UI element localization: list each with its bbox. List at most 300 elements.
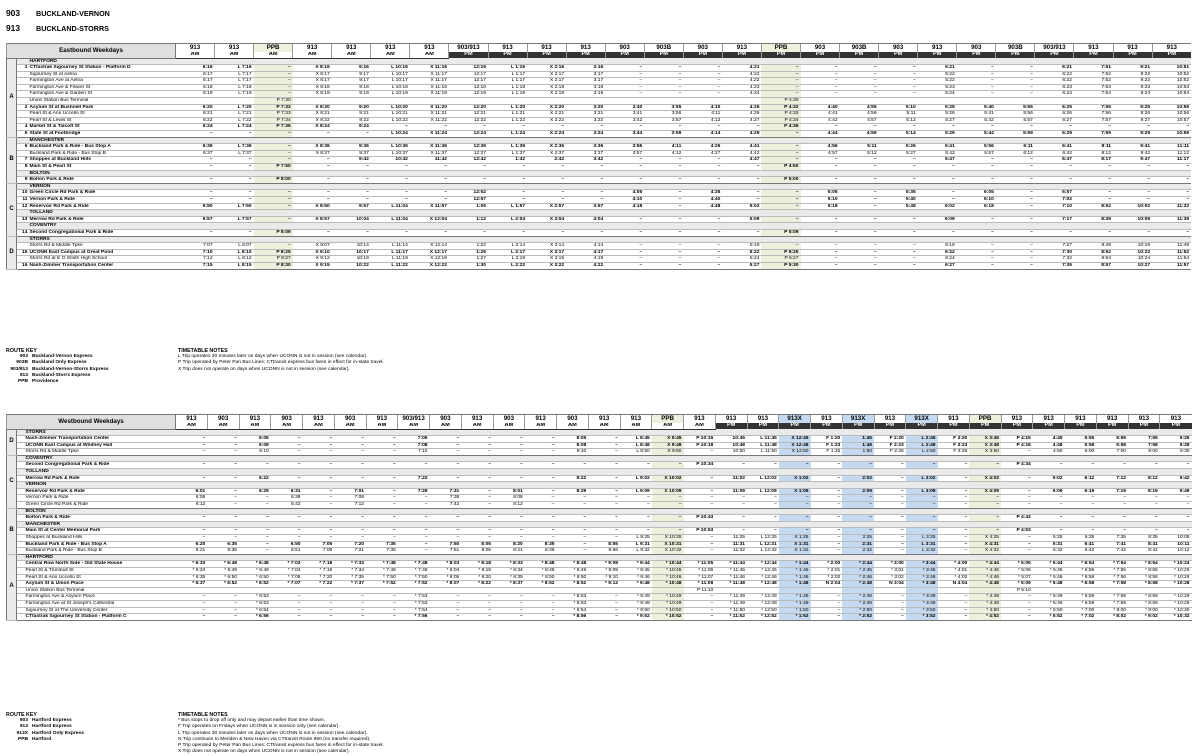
time-cell: P 5:27 [761,256,800,263]
time-cell [605,183,644,190]
time-cell: N 3:04 [874,581,906,588]
time-cell: – [715,515,747,522]
time-cell [996,58,1035,65]
route-column-header: 913 [461,415,493,423]
time-cell [334,587,366,594]
time-cell [207,469,239,476]
time-cell: * 3:46 [906,574,938,581]
time-cell [747,508,779,515]
time-cell: 5:11 [879,111,918,118]
time-cell: – [1035,164,1074,171]
time-cell: 1:30 [449,262,488,269]
time-cell: 9:24 [332,124,371,131]
time-cell: – [176,196,215,203]
time-cell: – [683,262,722,269]
time-cell: – [215,190,254,197]
time-cell [801,223,840,230]
time-cell [722,98,761,105]
time-cell: – [366,607,398,614]
time-cell: – [449,164,488,171]
time-cell: – [879,71,918,78]
time-cell: 7:10 [1035,203,1074,210]
stop-number [17,561,25,568]
time-cell [605,137,644,144]
time-cell: 7:12 [1096,475,1128,482]
time-cell: – [332,196,371,203]
time-cell: 4:25 [722,104,761,111]
time-cell: – [644,256,683,263]
time-cell: 11:39 [1152,216,1191,223]
timetable-note: X Trip does not operate on days when UCONN is not in session (see calendar). [178,749,350,755]
time-cell [1074,58,1113,65]
time-cell: 6:22 [239,475,271,482]
time-cell: – [207,502,239,509]
time-cell: – [969,502,1001,509]
time-cell: X 3:04 [527,216,566,223]
stop-number [17,495,25,502]
time-cell [1033,482,1065,489]
time-cell: 5:55 [996,104,1035,111]
time-cell: – [811,528,843,535]
time-cell: F 1:23 [811,442,843,449]
stop-row [7,150,1192,157]
time-cell: 8:19 [1128,488,1160,495]
time-cell [779,469,811,476]
time-cell: * 7:54 [398,607,430,614]
time-cell: 11:32 [715,548,747,555]
stop-number [17,535,25,542]
time-cell [371,170,410,177]
time-cell: – [801,249,840,256]
time-cell: 12:52 [449,190,488,197]
time-cell: * 2:46 [842,574,874,581]
time-cell: – [874,607,906,614]
time-cell [557,455,589,462]
time-cell: 6:18 [957,203,996,210]
stop-name: Main St at Center Memorial Park [25,528,176,535]
route-column-header: 913 [239,415,271,423]
time-cell: – [1128,495,1160,502]
time-cell: 2:32 [842,548,874,555]
time-cell [842,508,874,515]
time-cell: – [969,462,1001,469]
time-cell: 5:10 [801,196,840,203]
time-cell: – [605,229,644,236]
time-cell: 2:42 [527,157,566,164]
time-cell [683,236,722,243]
time-cell: P 8:00 [254,177,293,184]
time-cell: L 1:36 [488,144,527,151]
time-cell: * 5:46 [1033,574,1065,581]
time-cell: * 6:48 [207,561,239,568]
stop-name: Union Station Bus Terminal [29,98,176,105]
time-cell [918,98,957,105]
time-cell: L 2:48 [906,442,938,449]
time-cell [1035,58,1074,65]
time-cell: – [957,164,996,171]
time-cell: – [996,91,1035,98]
route-column-header: 913 [1160,415,1192,423]
route-column-header: 913 [176,415,208,423]
time-cell: 5:55 [1065,436,1097,443]
stop-row [7,104,1192,111]
time-cell: 6:25 [1035,104,1074,111]
time-cell: – [215,157,254,164]
time-cell [303,521,335,528]
time-cell: * 5:44 [1033,561,1065,568]
time-cell: * 11:50 [715,607,747,614]
am-pm-label: PM [906,423,938,430]
time-cell [1033,554,1065,561]
time-cell [761,223,800,230]
time-cell: – [239,528,271,535]
time-cell [996,137,1035,144]
time-cell [779,554,811,561]
time-cell [957,236,996,243]
time-cell: * 8:35 [493,574,525,581]
time-cell [176,210,215,217]
time-cell [957,137,996,144]
town-name: VERNON [25,482,176,489]
time-cell: – [176,436,208,443]
stop-name: Vernon Park & Ride [25,495,176,502]
time-cell: – [303,607,335,614]
time-cell: 4:41 [722,144,761,151]
time-cell: – [811,535,843,542]
time-cell: – [715,462,747,469]
time-cell: – [840,84,879,91]
stop-name: Second Congregational Park & Ride [25,462,176,469]
time-cell: * 8:07 [430,581,462,588]
time-cell: – [588,475,620,482]
time-cell: * 7:20 [303,574,335,581]
time-cell: – [207,442,239,449]
time-cell: – [398,515,430,522]
time-cell: – [398,548,430,555]
time-cell: – [801,229,840,236]
town-section-row [7,482,1192,489]
time-cell: * 7:56 [398,614,430,621]
time-cell: * 6:58 [1065,581,1097,588]
time-cell [588,554,620,561]
time-cell: – [684,475,716,482]
time-cell: – [239,502,271,509]
time-cell: * 3:49 [906,594,938,601]
stop-row [7,449,1192,456]
time-cell: – [398,541,430,548]
time-cell [722,236,761,243]
time-cell: * 12:48 [747,581,779,588]
time-cell: – [461,475,493,482]
time-cell: 3:17 [566,78,605,85]
time-cell: – [525,488,557,495]
time-cell: – [461,594,493,601]
time-cell: – [840,78,879,85]
time-cell: X 8:18 [293,84,332,91]
time-cell: – [996,243,1035,250]
time-cell [683,170,722,177]
time-cell: 9:26 [1113,111,1152,118]
time-cell: * 7:04 [271,567,303,574]
time-cell: 9:22 [332,117,371,124]
time-cell: X 4:32 [969,548,1001,555]
time-cell: – [761,150,800,157]
time-cell [176,521,208,528]
time-cell: * 3:01 [874,567,906,574]
time-cell [488,98,527,105]
time-cell: – [293,190,332,197]
time-cell: – [801,65,840,72]
route-column-header: 913 [811,415,843,423]
time-cell: * 6:49 [239,567,271,574]
time-cell: 6:22 [176,117,215,124]
time-cell: F 1:20 [811,436,843,443]
time-cell [525,429,557,436]
stop-number [17,462,25,469]
stop-name: Sigourney St at The University Center [25,607,176,614]
time-cell [605,223,644,230]
time-cell: X 12:50 [779,449,811,456]
time-cell [957,170,996,177]
time-cell [176,137,215,144]
stop-name: Reservoir Rd Park & Ride [25,488,176,495]
time-cell: 3:57 [644,117,683,124]
time-cell: – [644,190,683,197]
eastbound-timetable [6,43,1191,270]
time-cell [1152,223,1191,230]
time-cell [207,482,239,489]
town-section-row [7,455,1192,462]
route-column-header: 903 [271,415,303,423]
time-cell: – [684,502,716,509]
time-cell: – [588,535,620,542]
time-cell [938,455,970,462]
time-cell: 12:37 [449,150,488,157]
time-cell [525,587,557,594]
time-cell: – [801,71,840,78]
time-cell: 9:18 [332,84,371,91]
stop-number: 10 [17,190,29,197]
time-cell: X 3:14 [527,243,566,250]
time-cell: – [176,535,208,542]
time-cell: 5:24 [722,256,761,263]
time-cell: 4:14 [566,243,605,250]
time-cell: – [493,442,525,449]
am-pm-label: AM [207,423,239,430]
time-cell [557,521,589,528]
am-pm-label: AM [176,423,208,430]
time-cell [620,554,652,561]
stop-name: Asylum St at Bushnell Park [29,104,176,111]
route-column-header: PPB [969,415,1001,423]
time-cell [239,429,271,436]
time-cell: 4:17 [566,249,605,256]
time-cell: X 1:31 [779,541,811,548]
time-cell: – [996,78,1035,85]
time-cell [334,482,366,489]
time-cell [747,587,779,594]
time-cell [1074,98,1113,105]
time-cell [271,455,303,462]
stop-number [17,71,29,78]
time-cell [398,482,430,489]
time-cell: – [1001,488,1033,495]
time-cell: 4:26 [683,144,722,151]
time-cell: 9:47 [1113,157,1152,164]
stop-name: Market St & Talcott St [29,124,176,131]
time-cell: – [254,157,293,164]
time-cell [779,455,811,462]
stop-number [17,581,25,588]
time-cell: – [332,229,371,236]
time-cell: * 1:52 [779,614,811,621]
route-column-header: 913 [488,44,527,52]
time-cell [366,554,398,561]
stop-number [17,455,25,462]
time-cell: L 8:15 [215,262,254,269]
time-cell [1035,137,1074,144]
time-cell [715,429,747,436]
time-cell [605,58,644,65]
time-cell: X 11:21 [410,111,449,118]
time-cell: 10:56 [1152,111,1191,118]
route-name: BUCKLAND-STORRS [36,24,109,33]
time-cell: – [588,436,620,443]
stop-name: Asylum St & Union Place [25,581,176,588]
time-cell: 6:42 [1065,548,1097,555]
time-cell: 6:08 [239,442,271,449]
time-cell: – [918,190,957,197]
time-cell: – [761,216,800,223]
time-cell: – [271,528,303,535]
time-cell [801,58,840,65]
time-cell [488,236,527,243]
time-cell: – [430,515,462,522]
time-cell: 4:05 [605,190,644,197]
time-cell [493,521,525,528]
time-cell: * 9:09 [588,567,620,574]
time-cell [1096,469,1128,476]
time-cell [254,236,293,243]
time-cell [176,508,208,515]
time-cell: 7:35 [1096,535,1128,542]
time-cell: 10:09 [1113,216,1152,223]
time-cell [461,554,493,561]
stop-number [17,554,25,561]
time-cell: 6:08 [176,495,208,502]
time-cell [761,170,800,177]
time-cell: 7:53 [1074,84,1113,91]
time-cell [644,236,683,243]
time-cell: L 1:24 [488,131,527,138]
am-pm-label: PM [918,52,957,59]
westbound-route-key [6,712,84,743]
time-cell [938,429,970,436]
route-column-header: 913 [293,44,332,52]
time-cell [207,521,239,528]
stop-name: Bolton Park & Ride [29,177,176,184]
time-cell: 5:42 [957,117,996,124]
time-cell: – [683,229,722,236]
timetable-notes-title: TIMETABLE NOTES [178,712,228,718]
time-cell [525,521,557,528]
time-cell: – [761,196,800,203]
time-cell [1033,508,1065,515]
time-cell: – [493,528,525,535]
time-cell [811,587,843,594]
stop-number [17,150,29,157]
time-cell: – [683,157,722,164]
time-cell: – [722,229,761,236]
time-cell: – [588,600,620,607]
time-cell: L 3:25 [906,535,938,542]
time-cell: – [366,436,398,443]
time-cell [488,137,527,144]
stop-number [17,607,25,614]
time-cell [605,170,644,177]
time-cell: N 2:04 [811,581,843,588]
time-cell [761,210,800,217]
time-cell: * 7:35 [334,574,366,581]
time-cell: * 8:55 [1128,567,1160,574]
time-cell: X 11:24 [410,131,449,138]
time-cell: 5:56 [957,144,996,151]
time-cell [271,554,303,561]
am-pm-label: AM [254,52,293,59]
time-cell: – [271,442,303,449]
time-cell: 8:12 [1128,475,1160,482]
time-cell [761,58,800,65]
time-cell: – [644,91,683,98]
time-cell [969,521,1001,528]
time-cell [488,58,527,65]
time-cell [449,58,488,65]
time-cell [684,554,716,561]
time-cell: – [683,65,722,72]
time-cell: – [879,229,918,236]
time-cell: – [779,515,811,522]
time-cell: – [254,91,293,98]
stop-name: Farmington Ave & Flower St [29,84,176,91]
time-cell: – [461,515,493,522]
time-cell: 12:36 [449,144,488,151]
time-cell: F 2:23 [874,442,906,449]
time-cell [1152,183,1191,190]
time-cell: – [840,124,879,131]
time-cell: 6:27 [1035,117,1074,124]
route-header-2 [6,23,109,33]
time-cell: 6:09 [918,216,957,223]
time-cell: * 1:44 [779,561,811,568]
time-cell: 8:11 [1074,144,1113,151]
time-cell: 10:54 [1152,91,1191,98]
time-cell: – [293,229,332,236]
time-cell [332,236,371,243]
time-cell [525,508,557,515]
time-cell: 6:17 [176,78,215,85]
stop-number [17,521,25,528]
time-cell: * 8:59 [1128,594,1160,601]
time-cell [906,554,938,561]
stop-name: Pearl St & Ann Uccello St [29,111,176,118]
time-cell: – [176,449,208,456]
time-cell: 3:16 [566,65,605,72]
time-cell: – [332,131,371,138]
time-cell: – [957,157,996,164]
time-cell: 7:50 [430,541,462,548]
time-cell [254,170,293,177]
time-cell: 9:28 [1160,442,1192,449]
